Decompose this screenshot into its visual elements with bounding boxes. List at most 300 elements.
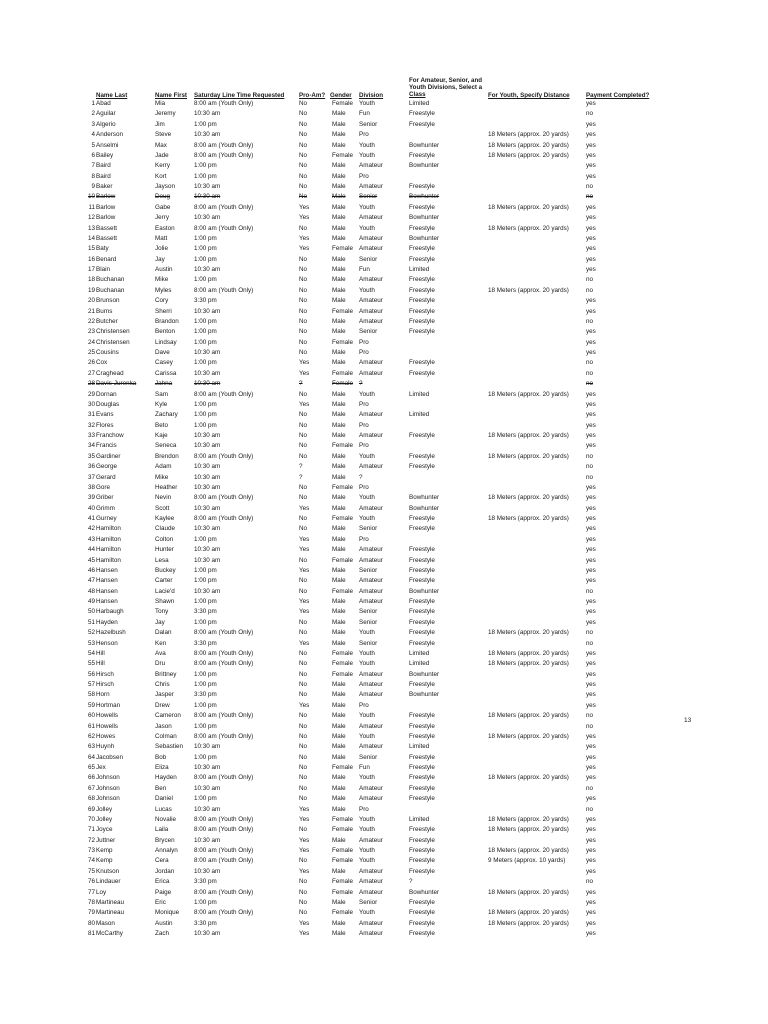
cell-line-time: 1:00 pm	[194, 317, 217, 325]
cell-name-last: Bassett	[96, 224, 117, 232]
cell-name-first: Matt	[155, 234, 168, 242]
cell-number: 35	[87, 452, 95, 460]
cell-gender: Female	[332, 369, 353, 377]
cell-payment: yes	[586, 234, 596, 242]
cell-gender: Female	[332, 483, 353, 491]
cell-distance: 18 Meters (approx. 20 yards)	[488, 712, 569, 720]
cell-line-time: 10:30 am	[194, 214, 221, 222]
cell-payment: yes	[586, 535, 596, 543]
cell-name-first: Monique	[155, 909, 180, 917]
cell-number: 8	[91, 172, 95, 180]
cell-name-last: Barlow	[96, 214, 116, 222]
cell-number: 56	[87, 670, 95, 678]
cell-class: Freestyle	[409, 297, 435, 305]
cell-name-last: Aguilar	[96, 110, 116, 118]
cell-pro-am: No	[299, 307, 308, 315]
cell-class: Freestyle	[409, 764, 435, 771]
cell-name-last: Baker	[96, 183, 113, 190]
cell-payment: no	[586, 712, 594, 720]
cell-gender: Male	[332, 359, 346, 367]
header-division: Division	[359, 92, 384, 99]
cell-name-first: Lindsay	[155, 338, 177, 346]
cell-pro-am: Yes	[299, 566, 310, 574]
cell-name-first: Jim	[155, 120, 165, 128]
cell-division: ?	[359, 380, 363, 388]
cell-number: 67	[87, 784, 95, 792]
cell-number: 68	[87, 795, 95, 803]
cell-division: Amateur	[359, 836, 383, 844]
cell-division: Fun	[359, 764, 370, 771]
cell-gender: Male	[332, 784, 346, 792]
cell-line-time: 10:30 am	[194, 473, 221, 481]
cell-division: Youth	[359, 141, 375, 149]
cell-name-first: Sebastien	[155, 743, 184, 751]
cell-line-time: 1:00 pm	[194, 753, 217, 761]
cell-division: Pro	[359, 483, 369, 491]
cell-line-time: 8:00 am (Youth Only)	[194, 203, 254, 211]
cell-class: Limited	[409, 390, 430, 398]
cell-line-time: 8:00 am (Youth Only)	[194, 224, 254, 232]
cell-number: 16	[87, 255, 95, 263]
cell-number: 1	[91, 100, 95, 107]
cell-line-time: 10:30 am	[194, 266, 221, 273]
cell-payment: yes	[586, 618, 596, 626]
cell-gender: Female	[332, 878, 353, 886]
cell-pro-am: No	[299, 587, 308, 595]
cell-number: 72	[87, 836, 95, 844]
cell-payment: no	[586, 722, 594, 730]
cell-pro-am: No	[299, 390, 308, 398]
cell-line-time: 8:00 am (Youth Only)	[194, 888, 254, 896]
cell-name-first: Jay	[155, 255, 165, 263]
cell-name-first: Max	[155, 141, 167, 149]
cell-gender: Male	[332, 504, 346, 512]
cell-number: 5	[91, 141, 95, 149]
cell-gender: Female	[332, 670, 353, 678]
cell-name-first: Ava	[155, 649, 166, 657]
cell-pro-am: ?	[299, 473, 303, 481]
cell-name-last: Baty	[96, 245, 109, 253]
cell-name-last: Martineau	[96, 909, 125, 917]
cell-name-last: Christensen	[96, 338, 130, 346]
cell-payment: yes	[586, 919, 596, 927]
cell-name-first: Cameron	[155, 712, 181, 720]
cell-line-time: 10:30 am	[194, 525, 221, 533]
cell-division: Amateur	[359, 369, 383, 377]
cell-division: Senior	[359, 328, 378, 336]
cell-payment: no	[586, 183, 594, 190]
cell-division: Youth	[359, 629, 375, 637]
cell-division: Fun	[359, 110, 370, 118]
cell-name-last: Hansen	[96, 587, 118, 595]
cell-name-last: Jolley	[96, 805, 113, 813]
cell-name-first: Casey	[155, 359, 173, 367]
cell-name-last: Kemp	[96, 857, 113, 865]
cell-class: Freestyle	[409, 110, 435, 118]
cell-name-first: Paige	[155, 888, 172, 896]
cell-gender: Female	[332, 815, 353, 823]
cell-payment: no	[586, 317, 594, 325]
cell-gender: Male	[332, 722, 346, 730]
cell-gender: Male	[332, 317, 346, 325]
cell-number: 79	[87, 909, 95, 917]
cell-pro-am: No	[299, 764, 308, 771]
cell-gender: Male	[332, 681, 346, 688]
header-name-first: Name First	[155, 92, 187, 99]
cell-line-time: 8:00 am (Youth Only)	[194, 629, 254, 637]
cell-gender: Female	[332, 857, 353, 865]
cell-line-time: 1:00 pm	[194, 328, 217, 336]
cell-number: 62	[87, 732, 95, 740]
cell-gender: Female	[332, 442, 353, 450]
cell-gender: Female	[332, 826, 353, 834]
cell-class: Freestyle	[409, 577, 435, 585]
cell-class: Limited	[409, 266, 430, 273]
cell-line-time: 1:00 pm	[194, 598, 217, 605]
cell-name-last: Hamilton	[96, 535, 121, 543]
cell-gender: Male	[332, 172, 346, 180]
cell-division: Amateur	[359, 888, 383, 896]
cell-gender: Female	[332, 338, 353, 346]
cell-name-last: Joyce	[96, 826, 113, 834]
cell-line-time: 1:00 pm	[194, 722, 217, 730]
cell-payment: no	[586, 805, 594, 813]
cell-name-first: Scott	[155, 504, 170, 512]
cell-payment: yes	[586, 857, 596, 865]
cell-number: 28	[87, 380, 95, 388]
cell-name-first: Lesa	[155, 556, 169, 564]
cell-class: Freestyle	[409, 836, 435, 844]
cell-class: Freestyle	[409, 857, 435, 865]
cell-gender: Male	[332, 867, 346, 875]
cell-pro-am: No	[299, 349, 308, 356]
cell-gender: Male	[332, 234, 346, 242]
cell-division: Senior	[359, 525, 378, 533]
cell-name-last: Jacobsen	[96, 753, 123, 761]
cell-class: Freestyle	[409, 566, 435, 574]
cell-class: Freestyle	[409, 919, 435, 927]
cell-division: Amateur	[359, 432, 383, 439]
cell-gender: Male	[332, 836, 346, 844]
cell-gender: Male	[332, 525, 346, 533]
cell-payment: no	[586, 629, 594, 637]
cell-distance: 18 Meters (approx. 20 yards)	[488, 131, 569, 139]
cell-payment: yes	[586, 660, 596, 668]
cell-gender: Male	[332, 183, 346, 190]
cell-distance: 18 Meters (approx. 20 yards)	[488, 629, 569, 637]
cell-division: Pro	[359, 131, 369, 139]
cell-name-last: Hirsch	[96, 681, 114, 688]
header-payment: Payment Completed?	[586, 92, 650, 99]
cell-gender: Male	[332, 608, 346, 616]
cell-division: Pro	[359, 701, 369, 709]
cell-name-first: Ben	[155, 784, 167, 792]
cell-gender: Female	[332, 515, 353, 522]
cell-division: Amateur	[359, 784, 383, 792]
cell-number: 33	[87, 432, 95, 439]
cell-name-first: Myles	[155, 286, 172, 294]
cell-name-first: Kyle	[155, 400, 168, 408]
cell-division: Amateur	[359, 307, 383, 315]
cell-name-first: Dave	[155, 349, 170, 356]
cell-payment: yes	[586, 100, 596, 107]
cell-number: 59	[87, 701, 95, 709]
cell-line-time: 1:00 pm	[194, 338, 217, 346]
cell-class: Freestyle	[409, 151, 435, 159]
cell-division: Amateur	[359, 162, 383, 170]
cell-class: Limited	[409, 660, 430, 668]
cell-gender: Male	[332, 546, 346, 554]
cell-distance: 18 Meters (approx. 20 yards)	[488, 888, 569, 896]
cell-name-first: Jasper	[155, 691, 174, 699]
cell-pro-am: No	[299, 649, 308, 657]
cell-number: 22	[87, 317, 95, 325]
cell-division: Amateur	[359, 598, 383, 605]
cell-number: 27	[87, 369, 95, 377]
cell-pro-am: No	[299, 255, 308, 263]
cell-pro-am: Yes	[299, 919, 310, 927]
cell-pro-am: Yes	[299, 598, 310, 605]
cell-pro-am: No	[299, 670, 308, 678]
cell-number: 70	[87, 815, 95, 823]
cell-gender: Male	[332, 494, 346, 502]
cell-division: Amateur	[359, 245, 383, 253]
cell-number: 37	[87, 473, 95, 481]
cell-payment: yes	[586, 566, 596, 574]
cell-pro-am: No	[299, 618, 308, 626]
cell-name-first: Cera	[155, 857, 169, 865]
cell-division: Amateur	[359, 234, 383, 242]
cell-division: Youth	[359, 224, 375, 232]
cell-line-time: 10:30 am	[194, 307, 221, 315]
cell-line-time: 1:00 pm	[194, 120, 217, 128]
cell-payment: yes	[586, 608, 596, 616]
cell-division: Youth	[359, 649, 375, 657]
cell-name-first: Bob	[155, 753, 167, 761]
cell-pro-am: No	[299, 224, 308, 232]
cell-pro-am: No	[299, 878, 308, 886]
cell-class: Freestyle	[409, 722, 435, 730]
cell-class: Freestyle	[409, 681, 435, 688]
cell-payment: yes	[586, 670, 596, 678]
cell-class: Freestyle	[409, 629, 435, 637]
cell-pro-am: No	[299, 421, 308, 429]
cell-payment: yes	[586, 338, 596, 346]
cell-class: Limited	[409, 649, 430, 657]
cell-gender: Male	[332, 535, 346, 543]
cell-gender: Male	[332, 732, 346, 740]
cell-gender: Male	[332, 110, 346, 118]
cell-payment: yes	[586, 898, 596, 906]
cell-gender: Male	[332, 712, 346, 720]
header-pro-am: Pro-Am?	[299, 92, 326, 99]
cell-line-time: 3:30 pm	[194, 608, 217, 616]
cell-line-time: 10:30 am	[194, 867, 221, 875]
cell-pro-am: No	[299, 722, 308, 730]
cell-class: Freestyle	[409, 909, 435, 917]
cell-number: 45	[87, 556, 95, 564]
cell-name-first: Doug	[155, 193, 171, 201]
cell-class: Freestyle	[409, 608, 435, 616]
cell-name-last: Baird	[96, 162, 111, 170]
cell-division: Amateur	[359, 795, 383, 803]
cell-number: 44	[87, 546, 95, 554]
cell-pro-am: No	[299, 317, 308, 325]
cell-gender: Male	[332, 753, 346, 761]
header-name-last: Name Last	[96, 92, 128, 99]
cell-pro-am: No	[299, 193, 308, 201]
header-class-line2: Youth Divisions, Select a	[409, 84, 483, 91]
cell-pro-am: Yes	[299, 867, 310, 875]
cell-line-time: 10:30 am	[194, 463, 221, 471]
cell-pro-am: No	[299, 131, 308, 139]
cell-class: Freestyle	[409, 598, 435, 605]
cell-payment: no	[586, 452, 594, 460]
cell-pro-am: No	[299, 556, 308, 564]
cell-class: Freestyle	[409, 120, 435, 128]
cell-payment: yes	[586, 795, 596, 803]
cell-line-time: 1:00 pm	[194, 577, 217, 585]
cell-name-first: Kaje	[155, 432, 168, 439]
cell-division: Amateur	[359, 919, 383, 927]
cell-division: Amateur	[359, 276, 383, 284]
cell-division: Amateur	[359, 359, 383, 367]
cell-division: Amateur	[359, 546, 383, 554]
cell-class: Limited	[409, 815, 430, 823]
cell-payment: yes	[586, 411, 596, 419]
cell-payment: no	[586, 380, 594, 388]
cell-name-last: Hill	[96, 660, 105, 668]
cell-number: 81	[87, 930, 95, 937]
cell-pro-am: Yes	[299, 847, 310, 854]
cell-number: 52	[87, 629, 95, 637]
cell-name-last: Dornan	[96, 390, 117, 398]
cell-class: Bowhunter	[409, 234, 440, 242]
cell-name-first: Jerry	[155, 214, 169, 222]
cell-name-last: Davis-Jurenka	[96, 380, 137, 388]
cell-name-last: Burns	[96, 307, 113, 315]
cell-pro-am: No	[299, 141, 308, 149]
cell-division: Amateur	[359, 297, 383, 305]
cell-distance: 18 Meters (approx. 20 yards)	[488, 826, 569, 834]
cell-gender: Female	[332, 909, 353, 917]
cell-pro-am: No	[299, 494, 308, 502]
cell-name-last: Anselmi	[96, 141, 119, 149]
cell-payment: no	[586, 463, 594, 471]
cell-pro-am: No	[299, 784, 308, 792]
cell-distance: 18 Meters (approx. 20 yards)	[488, 452, 569, 460]
cell-class: Freestyle	[409, 307, 435, 315]
cell-pro-am: No	[299, 100, 308, 107]
cell-name-last: Franchow	[96, 432, 124, 439]
cell-division: Amateur	[359, 577, 383, 585]
cell-name-last: Hansen	[96, 598, 118, 605]
cell-name-first: Beto	[155, 421, 168, 429]
cell-line-time: 10:30 am	[194, 432, 221, 439]
cell-line-time: 1:00 pm	[194, 359, 217, 367]
cell-number: 34	[87, 442, 95, 450]
cell-number: 47	[87, 577, 95, 585]
cell-name-first: Laila	[155, 826, 169, 834]
cell-gender: Male	[332, 421, 346, 429]
cell-payment: yes	[586, 442, 596, 450]
cell-number: 80	[87, 919, 95, 927]
cell-line-time: 1:00 pm	[194, 255, 217, 263]
cell-gender: Male	[332, 162, 346, 170]
cell-line-time: 1:00 pm	[194, 898, 217, 906]
cell-division: Pro	[359, 442, 369, 450]
cell-number: 38	[87, 483, 95, 491]
cell-name-last: Algerio	[96, 120, 116, 128]
cell-pro-am: No	[299, 110, 308, 118]
cell-division: Senior	[359, 255, 378, 263]
cell-distance: 18 Meters (approx. 20 yards)	[488, 732, 569, 740]
cell-line-time: 1:00 pm	[194, 162, 217, 170]
cell-gender: Male	[332, 473, 346, 481]
cell-class: Freestyle	[409, 795, 435, 803]
cell-division: Amateur	[359, 587, 383, 595]
cell-payment: yes	[586, 483, 596, 491]
cell-payment: yes	[586, 930, 596, 937]
cell-number: 63	[87, 743, 95, 751]
cell-number: 17	[87, 266, 95, 273]
cell-payment: no	[586, 359, 594, 367]
cell-payment: no	[586, 286, 594, 294]
cell-payment: yes	[586, 400, 596, 408]
header-gender: Gender	[330, 92, 352, 99]
cell-gender: Male	[332, 349, 346, 356]
cell-number: 77	[87, 888, 95, 896]
cell-name-first: Lucas	[155, 805, 172, 813]
cell-payment: yes	[586, 649, 596, 657]
cell-line-time: 8:00 am (Youth Only)	[194, 141, 254, 149]
cell-payment: no	[586, 369, 594, 377]
cell-pro-am: No	[299, 452, 308, 460]
cell-class: Freestyle	[409, 639, 435, 647]
cell-payment: yes	[586, 515, 596, 522]
cell-payment: yes	[586, 224, 596, 232]
cell-gender: Male	[332, 639, 346, 647]
cell-gender: Female	[332, 888, 353, 896]
cell-name-last: Francis	[96, 442, 117, 450]
cell-class: Freestyle	[409, 847, 435, 854]
cell-pro-am: Yes	[299, 608, 310, 616]
cell-name-first: Claude	[155, 525, 175, 533]
cell-payment: no	[586, 193, 594, 201]
cell-payment: yes	[586, 525, 596, 533]
cell-name-last: Hortman	[96, 701, 121, 709]
cell-name-first: Gabe	[155, 203, 171, 211]
cell-name-last: Johnson	[96, 784, 120, 792]
cell-number: 41	[87, 515, 95, 522]
cell-gender: Male	[332, 432, 346, 439]
cell-class: Freestyle	[409, 930, 435, 937]
cell-name-last: Craghead	[96, 369, 124, 377]
cell-name-last: Cousins	[96, 349, 119, 356]
cell-pro-am: No	[299, 732, 308, 740]
cell-class: Freestyle	[409, 463, 435, 471]
cell-pro-am: Yes	[299, 836, 310, 844]
cell-pro-am: No	[299, 753, 308, 761]
cell-distance: 18 Meters (approx. 20 yards)	[488, 815, 569, 823]
cell-name-first: Mia	[155, 100, 166, 107]
cell-line-time: 1:00 pm	[194, 234, 217, 242]
cell-distance: 18 Meters (approx. 20 yards)	[488, 286, 569, 294]
cell-name-last: Gardiner	[96, 452, 121, 460]
cell-division: Youth	[359, 847, 375, 854]
cell-payment: no	[586, 587, 594, 595]
cell-gender: Male	[332, 203, 346, 211]
